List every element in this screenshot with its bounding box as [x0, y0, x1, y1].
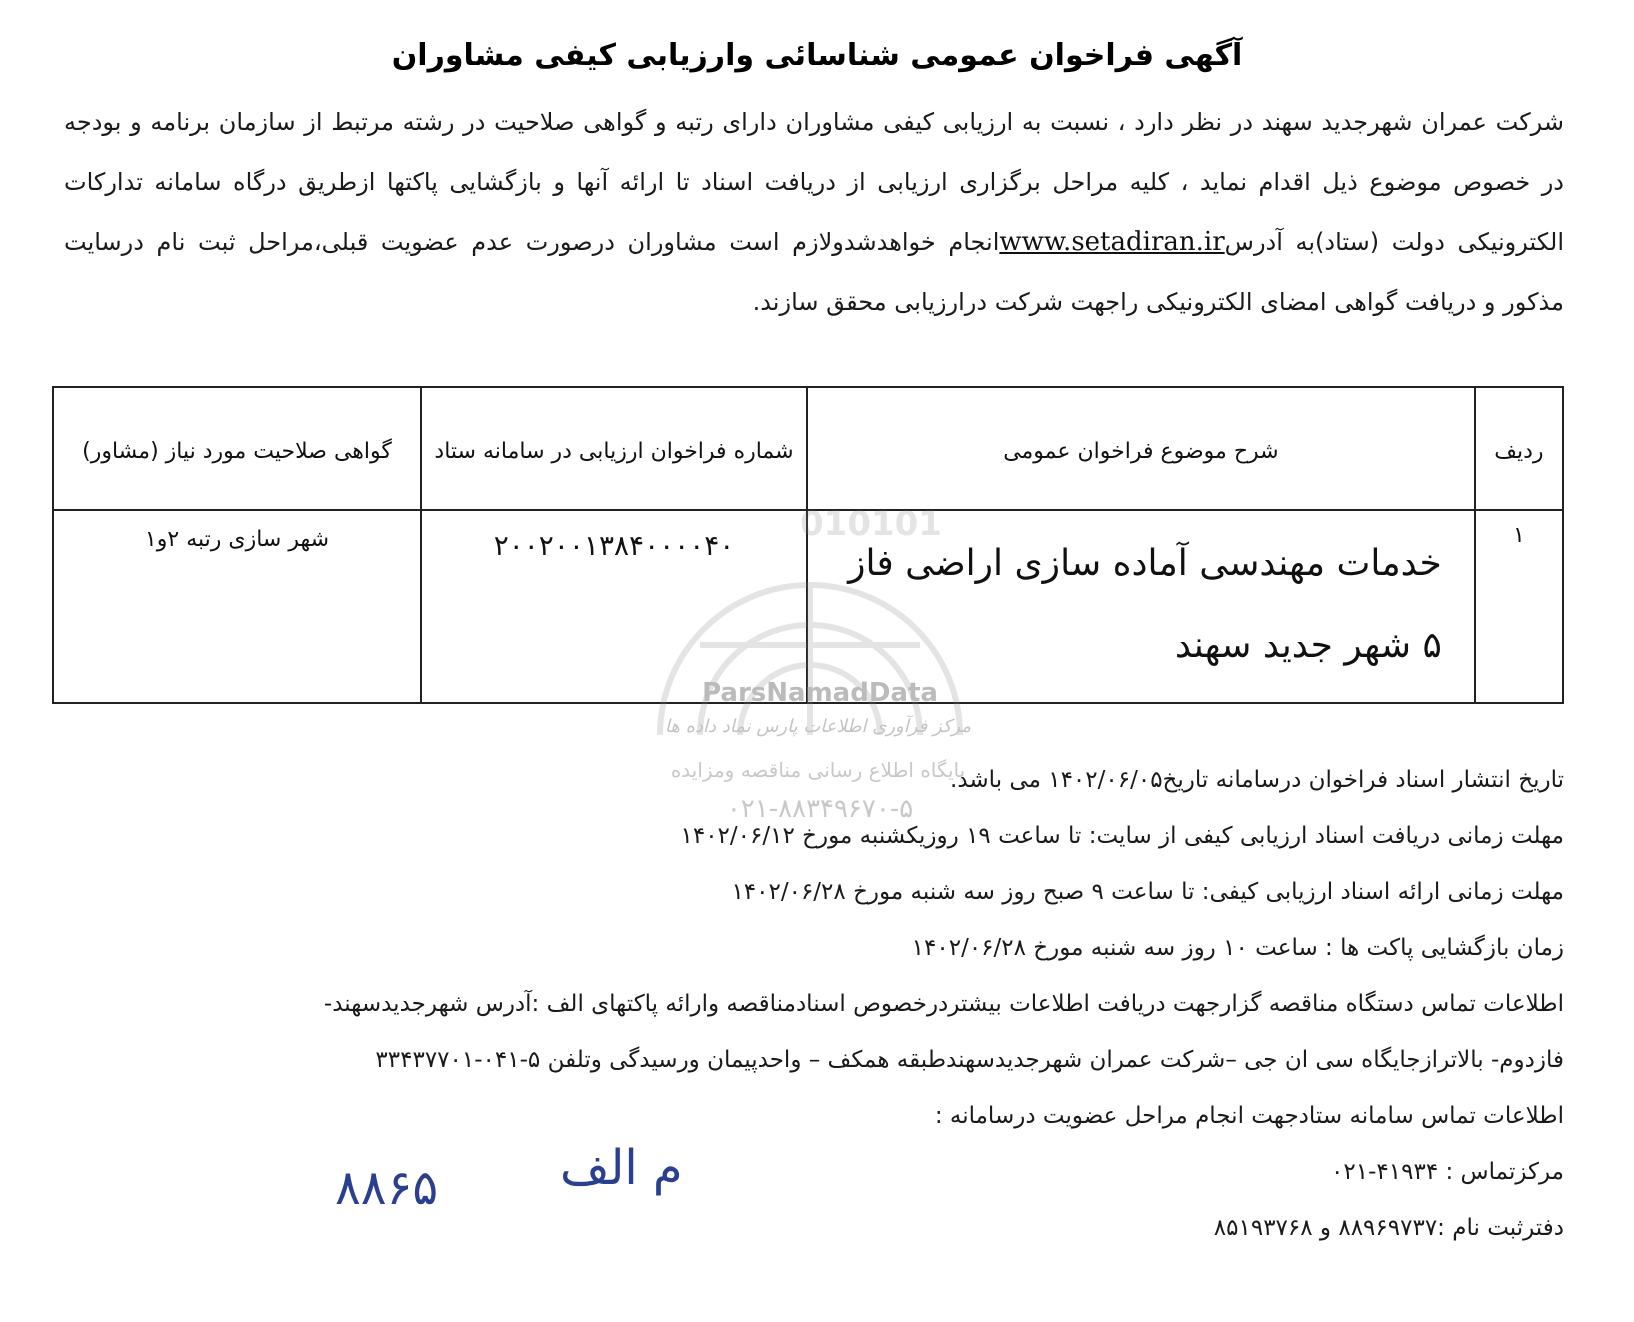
cell-number: ۲۰۰۲۰۰۱۳۸۴۰۰۰۰۴۰ — [421, 510, 807, 703]
table-row — [53, 510, 1563, 703]
page-title: آگهی فراخوان عمومی شناسائی وارزیابی کیفی مشاوران — [391, 38, 1243, 73]
registration-office: دفترثبت نام :۸۸۹۶۹۷۳۷ و ۸۵۱۹۳۷۶۸ — [1213, 1215, 1564, 1241]
setad-url-link[interactable]: www.setadiran.ir — [999, 227, 1225, 257]
header-description: شرح موضوع فراخوان عمومی — [807, 387, 1475, 510]
watermark-line2: پایگاه اطلاع رسانی مناقصه ومزایده — [670, 758, 966, 782]
table-header-row — [53, 387, 1563, 510]
cell-description: خدمات مهندسی آماده سازی اراضی فاز ۵ شهر جدید سهند — [807, 510, 1475, 703]
watermark-line1: مرکز فرآوری اطلاعات پارس نماد داده ها — [664, 716, 972, 737]
watermark-phone: ۰۲۱-۸۸۳۴۹۶۷۰-۵ — [726, 794, 914, 824]
handwritten-code: م الف — [560, 1140, 683, 1196]
header-radif: ردیف — [1475, 387, 1563, 510]
watermark-digits: 010101 — [800, 504, 942, 544]
publish-date: تاریخ انتشار اسناد فراخوان درسامانه تاریخ۱۴۰۲/۰۶/۰۵ می باشد. — [950, 767, 1564, 793]
receive-deadline: مهلت زمانی دریافت اسناد ارزیابی کیفی از سایت: تا ساعت ۱۹ روزیکشنبه مورخ ۱۴۰۲/۰۶/۱۲ — [680, 823, 1564, 849]
header-certificate: گواهی صلاحیت مورد نیاز (مشاور) — [53, 387, 421, 510]
tender-table — [52, 386, 1564, 704]
setad-contact: اطلاعات تماس سامانه ستادجهت انجام مراحل عضویت درسامانه : — [934, 1103, 1564, 1129]
handwritten-number: ۸۸۶۵ — [335, 1160, 439, 1216]
contact-line1: اطلاعات تماس دستگاه مناقصه گزارجهت دریافت اطلاعات بیشتردرخصوص اسنادمناقصه وارائه پاکتهای الف :آدرس شهرجدیدسهند- — [323, 991, 1564, 1017]
details-section — [54, 752, 1564, 1256]
header-number: شماره فراخوان ارزیابی در سامانه ستاد — [421, 387, 807, 510]
call-center: مرکزتماس : ۴۱۹۳۴-۰۲۱ — [1331, 1159, 1564, 1185]
watermark-brand: ParsNamadData — [702, 678, 938, 708]
opening-time: زمان بازگشایی پاکت ها : ساعت ۱۰ روز سه شنبه مورخ ۱۴۰۲/۰۶/۲۸ — [911, 935, 1564, 961]
cell-radif: ۱ — [1475, 510, 1563, 703]
submit-deadline: مهلت زمانی ارائه اسناد ارزیابی کیفی: تا ساعت ۹ صبح روز سه شنبه مورخ ۱۴۰۲/۰۶/۲۸ — [731, 879, 1564, 905]
intro-text-before: شرکت عمران شهرجدید سهند در نظر دارد ، نسبت به ارزیابی کیفی مشاوران دارای رتبه و گواهی صلاحیت در رشته مرتبط از سازمان برنامه و بودجه در خصوص موضوع ذیل اقدام نماید ، کلیه مراحل برگزاری ارزیابی از دریافت اسناد تا ارائه آنها و بازگشایی پاکتها ازطریق درگاه سامانه تدارکات الکترونیکی دولت (ستاد)به آدرس — [64, 108, 1564, 256]
intro-text-after: انجام خواهدشدولازم است مشاوران درصورت عدم عضویت قبلی،مراحل ثبت نام درسایت مذکور و دریافت گواهی امضای الکترونیکی راجهت شرکت درارزیابی محقق سازند. — [64, 228, 1564, 316]
cell-certificate: شهر سازی رتبه ۲و۱ — [53, 510, 421, 703]
intro-paragraph — [64, 92, 1564, 332]
contact-line2: فازدوم- بالاترازجایگاه سی ان جی –شرکت عمران شهرجدیدسهندطبقه همکف – واحدپیمان ورسیدگی وتلفن ۵-۰۴۱-۳۳۴۳۷۷۰۱ — [375, 1047, 1564, 1073]
